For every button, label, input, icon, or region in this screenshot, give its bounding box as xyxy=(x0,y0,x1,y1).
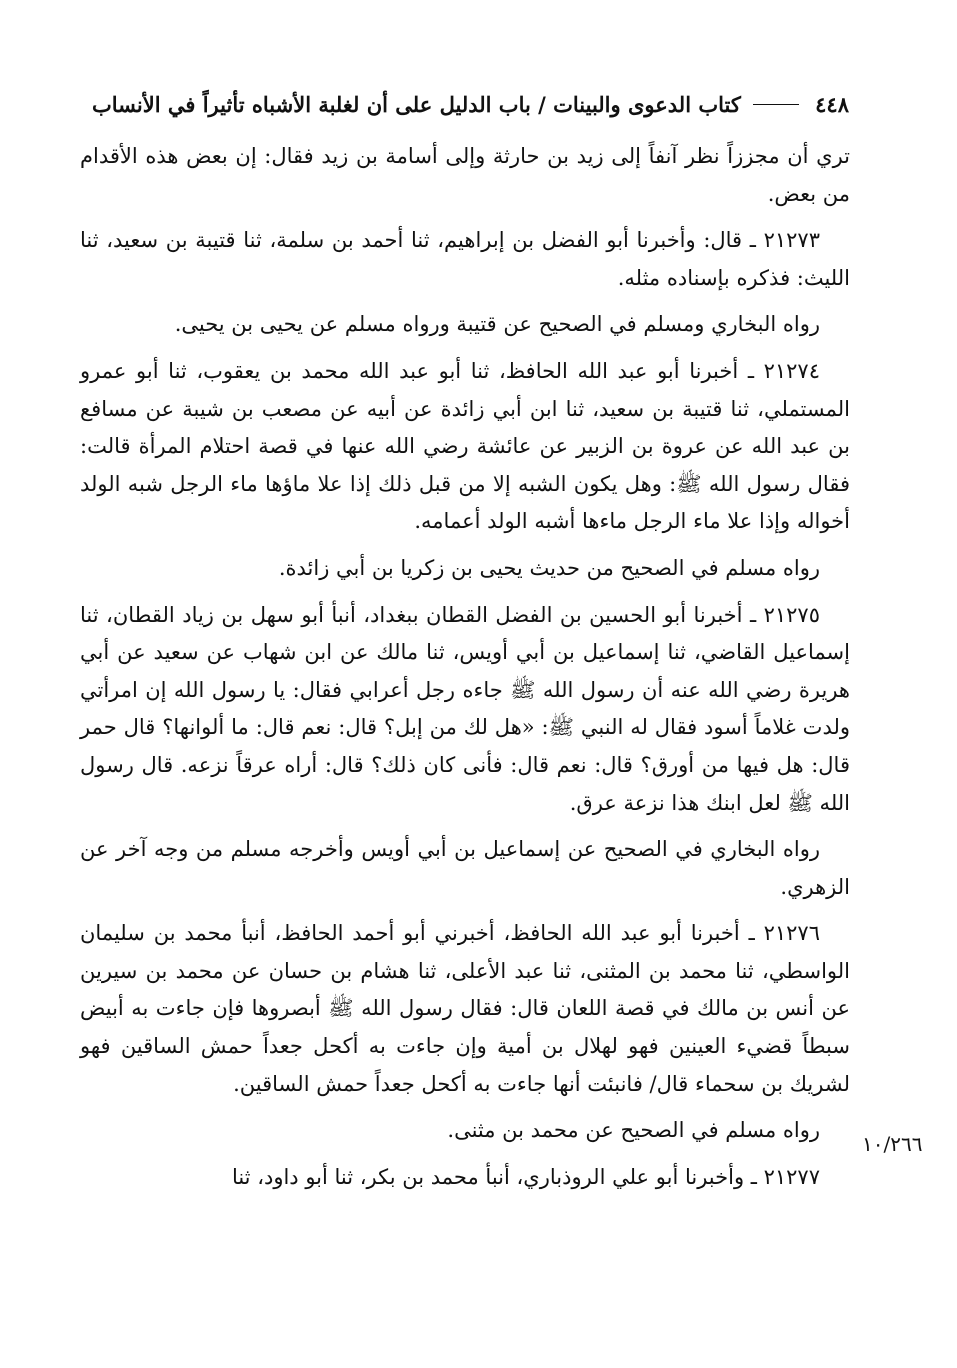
hadith-21276: ٢١٢٧٦ ـ أخبرنا أبو عبد الله الحافظ، أخبرني أبو أحمد الحافظ، أنبأ محمد بن سليمان الواسطي، ثنا محمد بن المثنى، ثنا عبد الأعلى، ثنا هشام بن حسان عن محمد بن سيرين عن أنس بن مالك في قصة اللعان قال: فقال رسول الله ﷺ أبصروها فإن جاءت به أبيض سبطاً قضيء العينين فهو لهلال بن أمية وإن جاءت به أكحل جعداً حمش الساقين فهو لشريك بن سحماء قال/ فانبئت أنها جاءت به أكحل جعداً حمش الساقين. xyxy=(80,921,850,1096)
body-text xyxy=(80,138,850,1205)
hadith-21274: ٢١٢٧٤ ـ أخبرنا أبو عبد الله الحافظ، ثنا أبو عبد الله محمد بن يعقوب، ثنا أبو عمرو المستملي، ثنا قتيبة بن سعيد، ثنا ابن أبي زائدة عن أبيه عن مصعب بن شيبة عن مسافع بن عبد الله عن عروة بن الزبير عن عائشة رضي الله عنها في قصة احتلام المرأة قالت: فقال رسول الله ﷺ: وهل يكون الشبه إلا من قبل ذلك إذا علا ماؤها ماء الرجل شبه الولد أخواله وإذا علا ماء الرجل ماءها أشبه الولد أعمامه. xyxy=(80,358,850,534)
reference-note: رواه البخاري ومسلم في الصحيح عن قتيبة ورواه مسلم عن يحيى بن يحيى. xyxy=(174,312,820,337)
header-title: كتاب الدعوى والبينات / باب الدليل على أن لغلبة الأشباه تأثيراً في الأنساب xyxy=(92,91,741,117)
margin-volume-page-note: ١٠/٢٦٦ xyxy=(862,1132,923,1156)
paragraph-continuation: تري أن مجززاً نظر آنفاً إلى زيد بن حارثة وإلى أسامة بن زيد فقال: إن بعض هذه الأقدام من بعض. xyxy=(80,144,850,206)
reference-note: رواه مسلم في الصحيح من حديث يحيى بن زكريا بن أبي زائدة. xyxy=(278,555,820,580)
reference-note: رواه البخاري في الصحيح عن إسماعيل بن أبي أويس وأخرجه مسلم من وجه آخر عن الزهري. xyxy=(80,837,850,899)
reference-note: رواه مسلم في الصحيح عن محمد بن مثنى. xyxy=(447,1118,820,1143)
hadith-21277: ٢١٢٧٧ ـ وأخبرنا أبو علي الروذباري، أنبأ محمد بن بكر، ثنا أبو داود، ثنا xyxy=(231,1164,820,1189)
hadith-21275: ٢١٢٧٥ ـ أخبرنا أبو الحسين بن الفضل القطان ببغداد، أنبأ أبو سهل بن زياد القطان، ثنا إسماعيل القاضي، ثنا إسماعيل بن أبي أويس، ثنا مالك عن ابن شهاب عن سعيد عن أبي هريرة رضي الله عنه أن رسول الله ﷺ جاءه رجل أعرابي فقال: يا رسول الله إن امرأتي ولدت غلاماً أسود فقال له النبي ﷺ: «هل لك من إبل؟ قال: نعم قال: ما ألوانها؟ قال حمر قال: هل فيها من أورق؟ قال: نعم قال: فأنى كان ذلك؟ قال: أراه عرقاً نزعه. قال رسول الله ﷺ لعل ابنك هذا نزعة عرق. xyxy=(80,602,851,815)
hadith-21273: ٢١٢٧٣ ـ قال: وأخبرنا أبو الفضل بن إبراهيم، ثنا أحمد بن سلمة، ثنا قتيبة بن سعيد، ثنا الليث: فذكره بإسناده مثله. xyxy=(80,228,850,290)
page-number: ٤٤٨ xyxy=(815,91,849,117)
running-header xyxy=(92,86,849,122)
header-rule xyxy=(753,104,799,105)
